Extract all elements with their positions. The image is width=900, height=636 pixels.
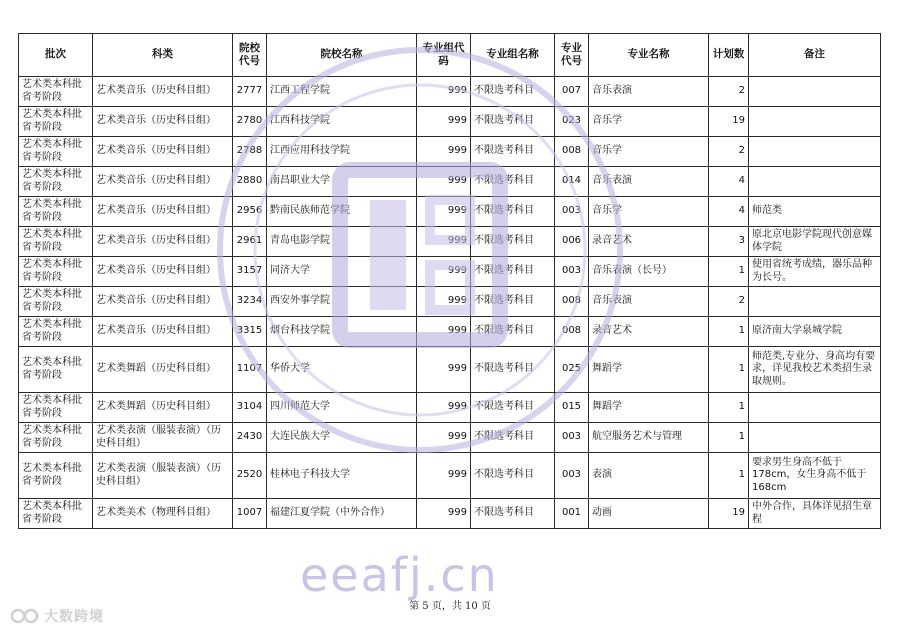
- cell-group-name: 不限选考科目: [471, 287, 555, 317]
- table-row: [19, 77, 881, 107]
- cell-remark: [749, 287, 881, 317]
- table-row: [19, 393, 881, 423]
- table-row: [19, 107, 881, 137]
- brand-logo: [10, 606, 104, 626]
- cell-remark: 中外合作，具体详见招生章程: [749, 499, 881, 529]
- cell-category: 艺术类舞蹈（历史科目组）: [93, 393, 233, 423]
- cell-remark: 师范类: [749, 197, 881, 227]
- cell-remark: 使用省统考成绩，器乐品种为长号。: [749, 257, 881, 287]
- cell-group-name: 不限选考科目: [471, 453, 555, 499]
- cell-group-name: 不限选考科目: [471, 77, 555, 107]
- cell-group-name: 不限选考科目: [471, 227, 555, 257]
- header-category: 科类: [93, 34, 233, 77]
- cell-batch: 艺术类本科批省考阶段: [19, 137, 93, 167]
- cell-major-code: 007: [555, 77, 589, 107]
- cell-batch: 艺术类本科批省考阶段: [19, 317, 93, 347]
- table-row: [19, 197, 881, 227]
- cell-school-name: 黔南民族师范学院: [267, 197, 417, 227]
- cell-batch: 艺术类本科批省考阶段: [19, 423, 93, 453]
- cell-major-code: 014: [555, 167, 589, 197]
- cell-category: 艺术类美术（物理科目组）: [93, 499, 233, 529]
- cell-school-name: 福建江夏学院（中外合作）: [267, 499, 417, 529]
- cell-group-name: 不限选考科目: [471, 107, 555, 137]
- table-row: [19, 423, 881, 453]
- cell-school-name: 烟台科技学院: [267, 317, 417, 347]
- cell-category: 艺术类音乐（历史科目组）: [93, 197, 233, 227]
- cell-major-code: 003: [555, 453, 589, 499]
- cell-group-code: 999: [417, 393, 471, 423]
- cell-remark: 原北京电影学院现代创意媒体学院: [749, 227, 881, 257]
- header-major-code: 专业代号: [555, 34, 589, 77]
- cell-major-name: 音乐表演（长号）: [589, 257, 709, 287]
- cell-plan: 2: [709, 137, 749, 167]
- table-row: [19, 499, 881, 529]
- cell-group-name: 不限选考科目: [471, 499, 555, 529]
- cell-major-name: 录音艺术: [589, 227, 709, 257]
- cell-plan: 1: [709, 453, 749, 499]
- cell-school-name: 江西应用科技学院: [267, 137, 417, 167]
- header-group-code: 专业组代码: [417, 34, 471, 77]
- header-major-name: 专业名称: [589, 34, 709, 77]
- cell-batch: 艺术类本科批省考阶段: [19, 453, 93, 499]
- cell-category: 艺术类音乐（历史科目组）: [93, 287, 233, 317]
- cell-remark: [749, 167, 881, 197]
- table-row: [19, 167, 881, 197]
- cell-batch: 艺术类本科批省考阶段: [19, 499, 93, 529]
- cell-category: 艺术类音乐（历史科目组）: [93, 167, 233, 197]
- cell-group-code: 999: [417, 287, 471, 317]
- admissions-table: [18, 33, 881, 529]
- cell-major-code: 003: [555, 197, 589, 227]
- cell-group-code: 999: [417, 227, 471, 257]
- cell-group-code: 999: [417, 137, 471, 167]
- cell-batch: 艺术类本科批省考阶段: [19, 107, 93, 137]
- cell-group-code: 999: [417, 197, 471, 227]
- cell-category: 艺术类音乐（历史科目组）: [93, 317, 233, 347]
- cell-major-name: 表演: [589, 453, 709, 499]
- header-group-name: 专业组名称: [471, 34, 555, 77]
- cell-batch: 艺术类本科批省考阶段: [19, 167, 93, 197]
- cell-category: 艺术类表演（服装表演）（历史科目组）: [93, 453, 233, 499]
- header-school-name: 院校名称: [267, 34, 417, 77]
- cell-plan: 2: [709, 287, 749, 317]
- cell-plan: 1: [709, 423, 749, 453]
- cell-batch: 艺术类本科批省考阶段: [19, 227, 93, 257]
- cell-remark: 原济南大学泉城学院: [749, 317, 881, 347]
- cell-batch: 艺术类本科批省考阶段: [19, 77, 93, 107]
- cell-major-code: 015: [555, 393, 589, 423]
- table-row: [19, 317, 881, 347]
- cell-remark: [749, 77, 881, 107]
- cell-school-name: 四川师范大学: [267, 393, 417, 423]
- cell-school-code: 2956: [233, 197, 267, 227]
- cell-major-name: 动画: [589, 499, 709, 529]
- cell-group-code: 999: [417, 77, 471, 107]
- brand-logo-text: 大数跨境: [44, 609, 104, 625]
- cell-batch: 艺术类本科批省考阶段: [19, 393, 93, 423]
- cell-school-code: 2780: [233, 107, 267, 137]
- cell-group-code: 999: [417, 317, 471, 347]
- cell-major-code: 025: [555, 347, 589, 393]
- cell-batch: 艺术类本科批省考阶段: [19, 257, 93, 287]
- cell-group-code: 999: [417, 347, 471, 393]
- cell-school-code: 2961: [233, 227, 267, 257]
- cell-batch: 艺术类本科批省考阶段: [19, 197, 93, 227]
- cell-plan: 1: [709, 317, 749, 347]
- cell-school-name: 江西科技学院: [267, 107, 417, 137]
- cell-group-name: 不限选考科目: [471, 317, 555, 347]
- cell-remark: [749, 137, 881, 167]
- cell-batch: 艺术类本科批省考阶段: [19, 347, 93, 393]
- cell-plan: 2: [709, 77, 749, 107]
- cell-plan: 4: [709, 197, 749, 227]
- cell-group-code: 999: [417, 453, 471, 499]
- cell-plan: 3: [709, 227, 749, 257]
- cell-major-code: 003: [555, 423, 589, 453]
- cell-category: 艺术类音乐（历史科目组）: [93, 137, 233, 167]
- cell-group-name: 不限选考科目: [471, 257, 555, 287]
- header-remark: 备注: [749, 34, 881, 77]
- cell-category: 艺术类音乐（历史科目组）: [93, 77, 233, 107]
- cell-school-name: 桂林电子科技大学: [267, 453, 417, 499]
- watermark-url: eeafj.cn: [300, 548, 499, 602]
- cell-school-code: 3315: [233, 317, 267, 347]
- cell-major-code: 008: [555, 287, 589, 317]
- header-batch: 批次: [19, 34, 93, 77]
- cell-plan: 1: [709, 347, 749, 393]
- cell-major-code: 001: [555, 499, 589, 529]
- table-row: [19, 347, 881, 393]
- cell-major-code: 008: [555, 137, 589, 167]
- cell-group-name: 不限选考科目: [471, 197, 555, 227]
- cell-school-code: 3234: [233, 287, 267, 317]
- cell-school-code: 1107: [233, 347, 267, 393]
- cell-major-code: 023: [555, 107, 589, 137]
- cell-plan: 19: [709, 107, 749, 137]
- cell-school-name: 江西工程学院: [267, 77, 417, 107]
- cell-school-code: 2430: [233, 423, 267, 453]
- cell-category: 艺术类表演（服装表演）（历史科目组）: [93, 423, 233, 453]
- table-header-row: [19, 34, 881, 77]
- cell-group-name: 不限选考科目: [471, 347, 555, 393]
- cell-group-name: 不限选考科目: [471, 423, 555, 453]
- cell-school-name: 南昌职业大学: [267, 167, 417, 197]
- table-row: [19, 287, 881, 317]
- cell-major-name: 音乐学: [589, 137, 709, 167]
- cell-group-code: 999: [417, 423, 471, 453]
- cell-group-code: 999: [417, 499, 471, 529]
- table-row: [19, 453, 881, 499]
- cell-school-name: 大连民族大学: [267, 423, 417, 453]
- cell-major-name: 录音艺术: [589, 317, 709, 347]
- cell-group-name: 不限选考科目: [471, 137, 555, 167]
- cell-major-name: 舞蹈学: [589, 347, 709, 393]
- cell-remark: [749, 107, 881, 137]
- cell-major-name: 航空服务艺术与管理: [589, 423, 709, 453]
- cell-group-code: 999: [417, 107, 471, 137]
- cell-major-code: 006: [555, 227, 589, 257]
- cell-school-code: 2777: [233, 77, 267, 107]
- cell-major-name: 音乐学: [589, 197, 709, 227]
- cell-major-code: 008: [555, 317, 589, 347]
- cell-category: 艺术类音乐（历史科目组）: [93, 227, 233, 257]
- cell-school-name: 西安外事学院: [267, 287, 417, 317]
- cell-group-name: 不限选考科目: [471, 167, 555, 197]
- table-row: [19, 137, 881, 167]
- page-number: 第 5 页，共 10 页: [409, 601, 491, 612]
- cell-group-code: 999: [417, 257, 471, 287]
- cell-school-name: 华侨大学: [267, 347, 417, 393]
- cell-major-name: 音乐表演: [589, 77, 709, 107]
- header-plan: 计划数: [709, 34, 749, 77]
- brand-logo-icon: [10, 606, 40, 626]
- cell-major-name: 音乐表演: [589, 287, 709, 317]
- cell-group-name: 不限选考科目: [471, 393, 555, 423]
- cell-school-name: 同济大学: [267, 257, 417, 287]
- cell-major-name: 音乐表演: [589, 167, 709, 197]
- cell-remark: [749, 423, 881, 453]
- cell-category: 艺术类音乐（历史科目组）: [93, 107, 233, 137]
- cell-school-code: 2788: [233, 137, 267, 167]
- cell-school-code: 2520: [233, 453, 267, 499]
- cell-remark: 要求男生身高不低于178cm，女生身高不低于168cm: [749, 453, 881, 499]
- cell-major-name: 音乐学: [589, 107, 709, 137]
- cell-category: 艺术类舞蹈（历史科目组）: [93, 347, 233, 393]
- cell-school-code: 1007: [233, 499, 267, 529]
- cell-category: 艺术类音乐（历史科目组）: [93, 257, 233, 287]
- cell-school-code: 2880: [233, 167, 267, 197]
- header-school-code: 院校代号: [233, 34, 267, 77]
- cell-plan: 4: [709, 167, 749, 197]
- cell-school-code: 3157: [233, 257, 267, 287]
- cell-plan: 19: [709, 499, 749, 529]
- table-row: [19, 257, 881, 287]
- cell-batch: 艺术类本科批省考阶段: [19, 287, 93, 317]
- cell-plan: 1: [709, 393, 749, 423]
- cell-remark: [749, 393, 881, 423]
- cell-school-name: 青岛电影学院: [267, 227, 417, 257]
- cell-remark: 师范类,专业分、身高均有要求，详见我校艺术类招生录取规则。: [749, 347, 881, 393]
- cell-major-code: 003: [555, 257, 589, 287]
- cell-group-code: 999: [417, 167, 471, 197]
- cell-plan: 1: [709, 257, 749, 287]
- cell-major-name: 舞蹈学: [589, 393, 709, 423]
- table-row: [19, 227, 881, 257]
- cell-school-code: 3104: [233, 393, 267, 423]
